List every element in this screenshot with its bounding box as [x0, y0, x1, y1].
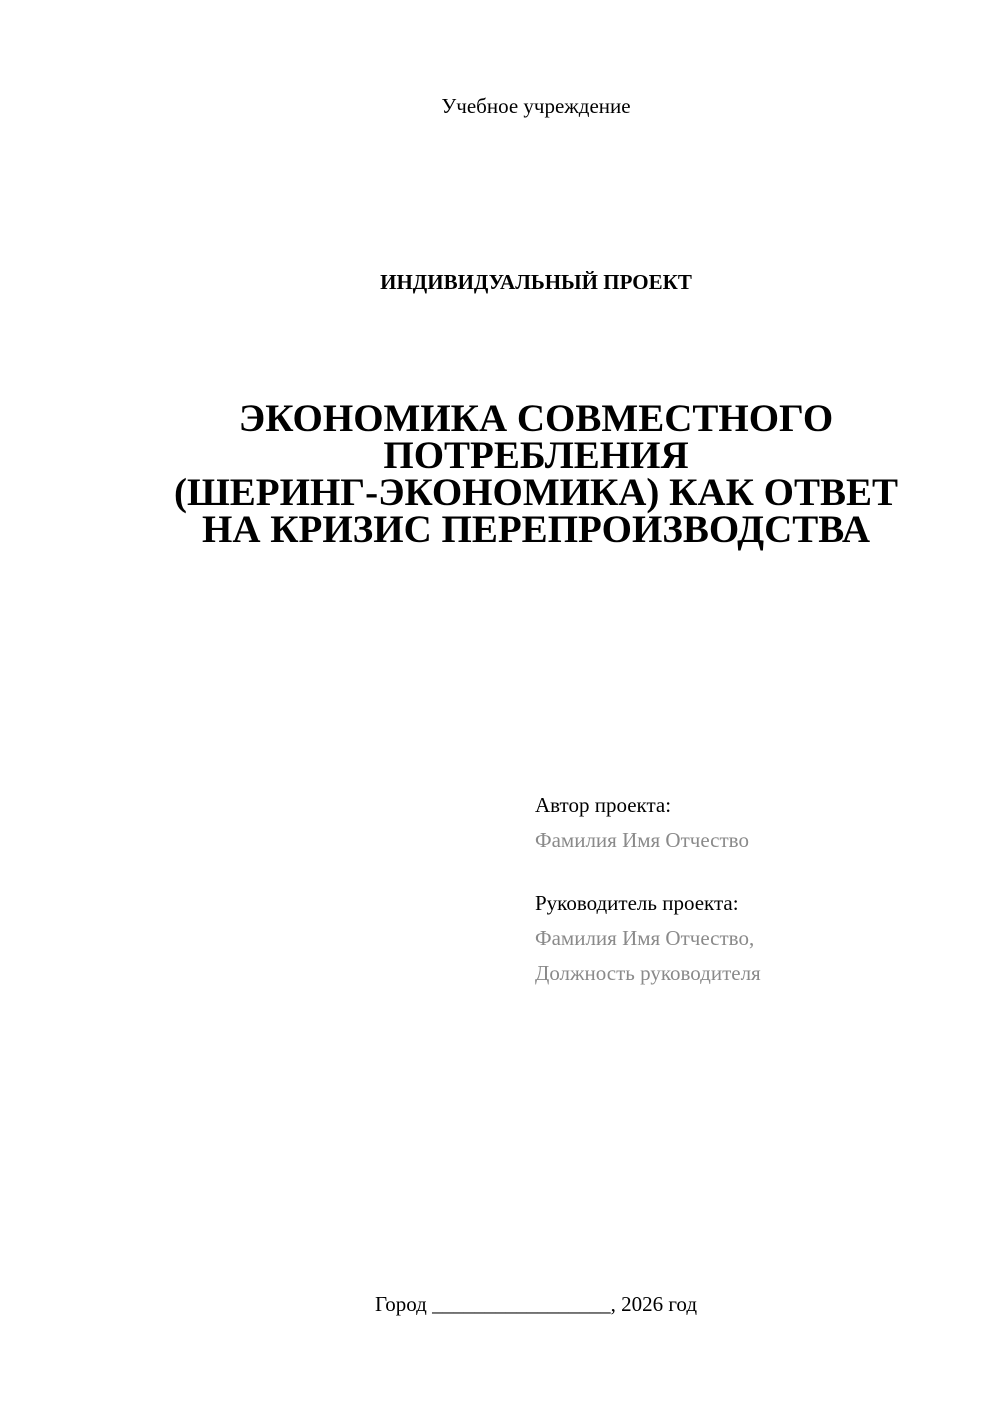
- author-name: Фамилия Имя Отчество: [535, 828, 749, 852]
- project-title-line: ПОТРЕБЛЕНИЯ: [383, 434, 689, 477]
- project-title: [150, 397, 922, 551]
- credits-spacer: [535, 858, 975, 886]
- credits-block: [535, 788, 975, 991]
- supervisor-label: Руководитель проекта:: [535, 891, 739, 915]
- project-title-line: (ШЕРИНГ-ЭКОНОМИКА) КАК ОТВЕТ: [173, 471, 899, 514]
- city-year-line: Город _________________, 2026 год: [374, 1292, 698, 1316]
- institution-name: Учебное учреждение: [441, 94, 631, 118]
- supervisor-name: Фамилия Имя Отчество,: [535, 926, 755, 950]
- author-label: Автор проекта:: [535, 793, 672, 817]
- project-title-line: ЭКОНОМИКА СОВМЕСТНОГО: [238, 397, 834, 440]
- project-title-line: НА КРИЗИС ПЕРЕПРОИЗВОДСТВА: [201, 508, 871, 551]
- project-type-heading: ИНДИВИДУАЛЬНЫЙ ПРОЕКТ: [380, 270, 692, 294]
- supervisor-position: Должность руководителя: [535, 961, 761, 985]
